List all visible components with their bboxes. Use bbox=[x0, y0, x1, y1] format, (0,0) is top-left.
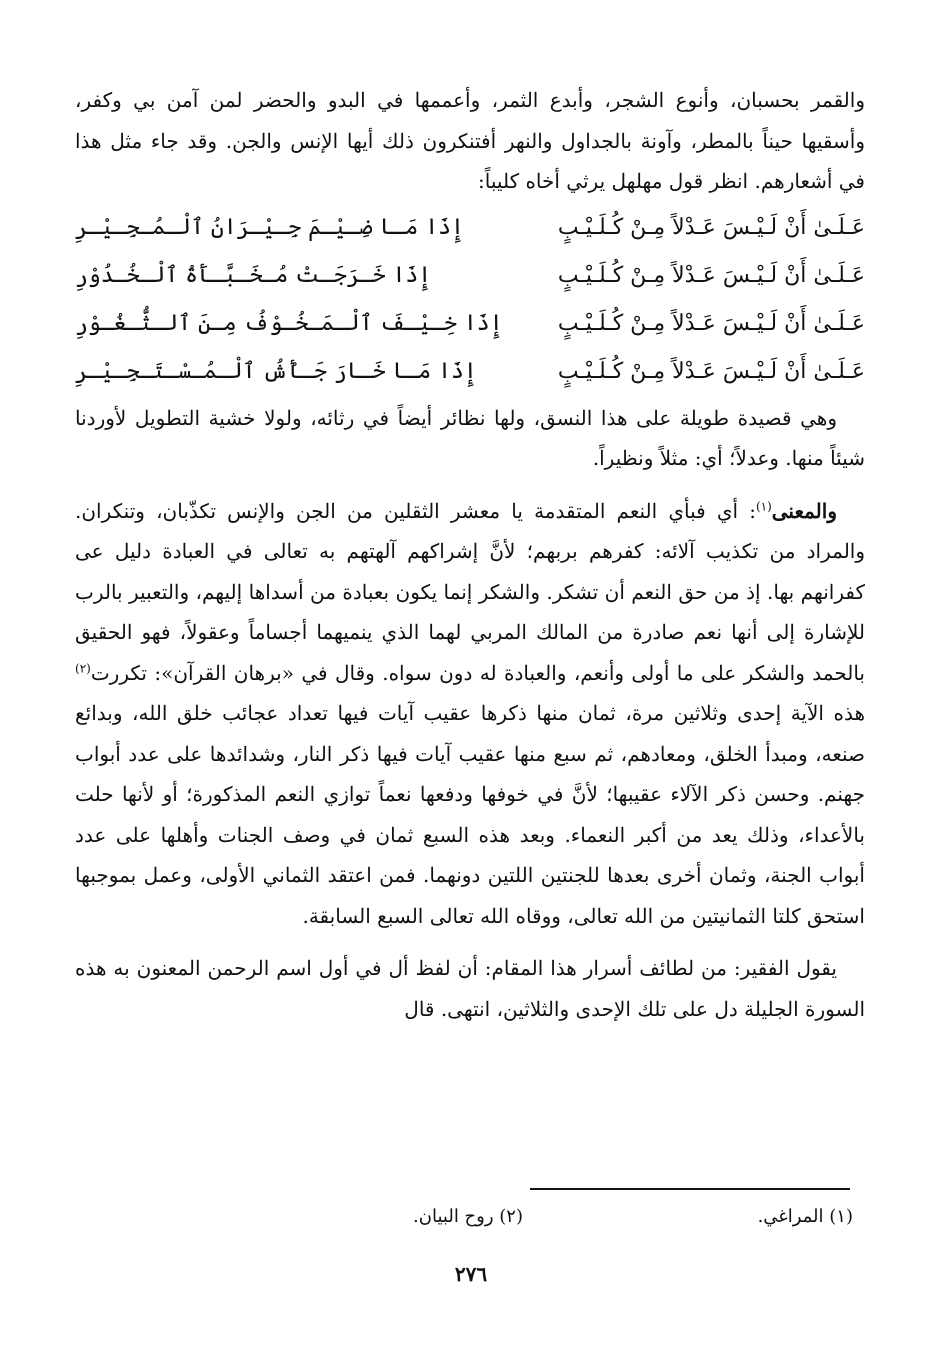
poem-verses bbox=[75, 204, 865, 396]
paragraph-1: والقمر بحسبان، وأنوع الشجر، وأبدع الثمر، وأعممها في البدو والحضر لمن آمن بي وكفر، وأسقيها حيناً بالمطر، وآونة بالجداول والنهر أفتنكرون ذلك أيها الإنس والجن. وقد جاء مثل هذا في أشعارهم. انظر قول مهلهل يرثي أخاه كليباً: bbox=[75, 88, 865, 193]
verse-line bbox=[75, 252, 865, 300]
verse-first-hemistich: عَـلَـىٰ أَنْ لَـيْـسَ عَـدْلاً مِـنْ كُـلَـيْـبٍ bbox=[557, 359, 865, 384]
footnote-ref-1: (١) bbox=[755, 498, 772, 513]
verse-first-hemistich: عَـلَـىٰ أَنْ لَـيْـسَ عَـدْلاً مِـنْ كُـلَـيْـبٍ bbox=[557, 263, 865, 288]
paragraph-3-text-a: : أي فبأي النعم المتقدمة يا معشر الثقلين من الجن والإنس تكذّبان، وتنكران. والمراد من تكذيب آلائه: كفرهم بربهم؛ لأنَّ إشراكهم آلهتهم به تعالى في العبادة دليل عى كفرانهم بها. إذ من حق النعم أن تشكر. والشكر إنما يكون بعبادة من أسداها إليهم، والتعبير بالرب للإشارة إلى أنها نعم صادرة من المالك المربي لهما الذي ينميهما أجساماً وعقولاً، فهو الحقيق بالحمد والشكر على ما أولى وأنعم، والعبادة له دون سواه. وقال في «برهان القرآن»: تكررت bbox=[75, 498, 865, 685]
footnote-2: (٢) روح البيان. bbox=[413, 1206, 523, 1227]
page-number: ٢٧٦ bbox=[454, 1262, 488, 1286]
verse-second-hemistich: إِذَا مَـا ضِـيْـمَ جِـيْـرَانُ ٱلْـمُـجِـيْـرِ bbox=[75, 215, 464, 240]
verse-second-hemistich: إِذَا مَـا خَـارَ جَـأْشُ ٱلْـمُـسْـتَـجِـيْـرِ bbox=[75, 359, 477, 384]
footnotes bbox=[75, 1206, 865, 1227]
footnote-1: (١) المراغي. bbox=[757, 1206, 853, 1227]
page-body bbox=[75, 80, 865, 1029]
paragraph-3 bbox=[75, 491, 865, 937]
verse-second-hemistich: إِذَا خِـيْـفَ ٱلْـمَـخُـوْفُ مِـنَ ٱلـثُّـغُـوْرِ bbox=[75, 311, 503, 336]
paragraph-2: وهي قصيدة طويلة على هذا النسق، ولها نظائر أيضاً في رثائه، ولولا خشية التطويل لأوردنا شيئاً منها. وعدلاً؛ أي: مثلاً ونظيراً. bbox=[75, 405, 865, 470]
meaning-heading: والمعنى bbox=[771, 498, 837, 523]
paragraph-4: يقول الفقير: من لطائف أسرار هذا المقام: أن لفظ أل في أول اسم الرحمن المعنون به هذه السورة الجليلة دل على تلك الإحدى والثلاثين، انتهى. قال bbox=[75, 956, 865, 1021]
paragraph-3-text-b: هذه الآية إحدى وثلاثين مرة، ثمان منها ذكرها عقيب آيات فيها تعداد عجائب خلق الله، وبدائع صنعه، ومبدأ الخلق، ومعادهم، ثم سبع منها عقيب آيات فيها ذكر النار، وشدائدها على عدد أبواب جهنم. وحسن ذكر الآلاء عقيبها؛ لأنَّ في خوفها ودفعها نعماً توازي النعم المذكورة؛ أو لأنها حلت بالأعداء، وذلك يعد من أكبر النعماء. وبعد هذه السبع ثمان في وصف الجنات وأهلها على عدد أبواب الجنة، وثمان أخرى بعدها للجنتين اللتين دونهما. فمن اعتقد الثماني الأولى، وعمل بموجبها استحق كلتا الثمانيتين من الله تعالى، ووقاه الله تعالى السبع السابقة. bbox=[75, 701, 865, 928]
footnote-ref-2: (٢) bbox=[75, 660, 91, 675]
verse-first-hemistich: عَـلَـىٰ أَنْ لَـيْـسَ عَـدْلاً مِـنْ كُـلَـيْـبٍ bbox=[557, 311, 865, 336]
verse-first-hemistich: عَـلَـىٰ أَنْ لَـيْـسَ عَـدْلاً مِـنْ كُـلَـيْـبٍ bbox=[557, 215, 865, 240]
verse-line bbox=[75, 348, 865, 396]
verse-second-hemistich: إِذَا خَـرَجَـتْ مُـخَـبَّـأَةُ ٱلْـخُـدُوْرِ bbox=[75, 263, 432, 288]
footnote-divider bbox=[530, 1188, 850, 1190]
verse-line bbox=[75, 204, 865, 252]
verse-line bbox=[75, 300, 865, 348]
